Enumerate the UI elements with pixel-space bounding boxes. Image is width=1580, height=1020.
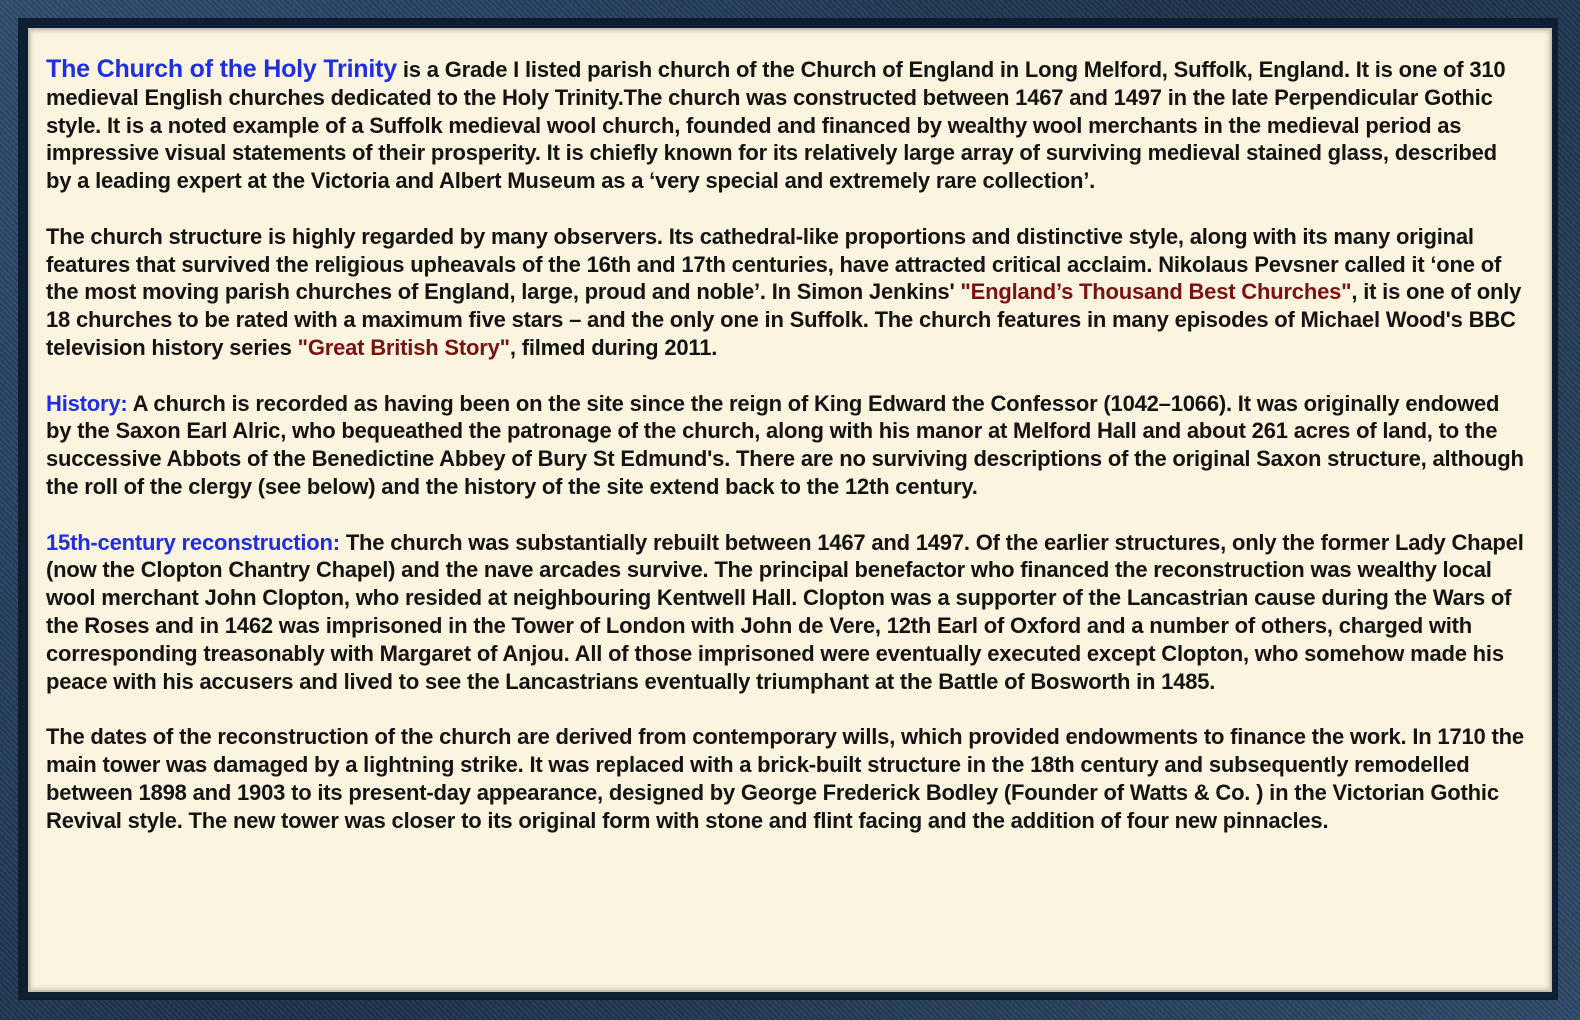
- paragraph-acclaim: [46, 223, 1528, 362]
- history-heading: History:: [46, 390, 128, 416]
- paragraph-reconstruction: [46, 529, 1528, 696]
- paragraph-tower: [46, 723, 1528, 834]
- paragraph-acclaim-text-c: , filmed during 2011.: [509, 334, 718, 360]
- article-body: [46, 56, 1528, 834]
- paragraph-acclaim-text-b: , it is one of only 18 churches to be rated with a maximum five stars – and the only one in Suffolk. The church features in many episodes of Michael Wood's BBC television history series: [46, 279, 1522, 360]
- series-title: "Great British Story": [297, 334, 510, 360]
- paragraph-intro: [46, 56, 1528, 195]
- paragraph-reconstruction-text: The church was substantially rebuilt between 1467 and 1497. Of the earlier structures, only the former Lady Chapel (now the Clopton Chantry Chapel) and the nave arcades survive. The principal benefactor who financed the reconstruction was wealthy local wool merchant John Clopton, who resided at neighbouring Kentwell Hall. Clopton was a supporter of the Lancastrian cause during the Wars of the Roses and in 1462 was imprisoned in the Tower of London with John de Vere, 12th Earl of Oxford and a number of others, charged with corresponding treasonably with Margaret of Anjou. All of those imprisoned were eventually executed except Clopton, who somehow made his peace with his accusers and lived to see the Lancastrians eventually triumphant at the Battle of Bosworth in 1485.: [46, 529, 1524, 694]
- article-title: The Church of the Holy Trinity: [46, 55, 397, 83]
- book-title: "England’s Thousand Best Churches": [960, 279, 1352, 305]
- paragraph-tower-text: The dates of the reconstruction of the church are derived from contemporary wills, which provided endowments to finance the work. In 1710 the main tower was damaged by a lightning strike. It was replaced with a brick-built structure in the 18th century and subsequently remodelled between 1898 and 1903 to its present-day appearance, designed by George Frederick Bodley (Founder of Watts & Co. ) in the Victorian Gothic Revival style. The new tower was closer to its original form with stone and flint facing and the addition of four new pinnacles.: [46, 724, 1524, 833]
- paragraph-acclaim-text-a: The church structure is highly regarded by many observers. Its cathedral-like proportions and distinctive style, along with its many original features that survived the religious upheavals of the 16th and 17th centuries, have attracted critical acclaim. Nikolaus Pevsner called it ‘one of the most moving parish churches of England, large, proud and noble’. In Simon Jenkins': [46, 223, 1502, 305]
- paragraph-history: [46, 390, 1528, 501]
- paragraph-intro-text: is a Grade I listed parish church of the Church of England in Long Melford, Suffolk, England. It is one of 310 medieval English churches dedicated to the Holy Trinity.The church was constructed between 1467 and 1497 in the late Perpendicular Gothic style. It is a noted example of a Suffolk medieval wool church, founded and financed by wealthy wool merchants in the medieval period as impressive visual statements of their prosperity. It is chiefly known for its relatively large array of surviving medieval stained glass, described by a leading expert at the Victoria and Albert Museum as a ‘very special and extremely rare collection’.: [46, 57, 1506, 194]
- paragraph-history-text: A church is recorded as having been on the site since the reign of King Edward the Confessor (1042–1066). It was originally endowed by the Saxon Earl Alric, who bequeathed the patronage of the church, along with his manor at Melford Hall and about 261 acres of land, to the successive Abbots of the Benedictine Abbey of Bury St Edmund's. There are no surviving descriptions of the original Saxon structure, although the roll of the clergy (see below) and the history of the site extend back to the 12th century.: [46, 390, 1524, 499]
- text-panel: [28, 28, 1552, 992]
- reconstruction-heading: 15th-century reconstruction:: [46, 529, 340, 555]
